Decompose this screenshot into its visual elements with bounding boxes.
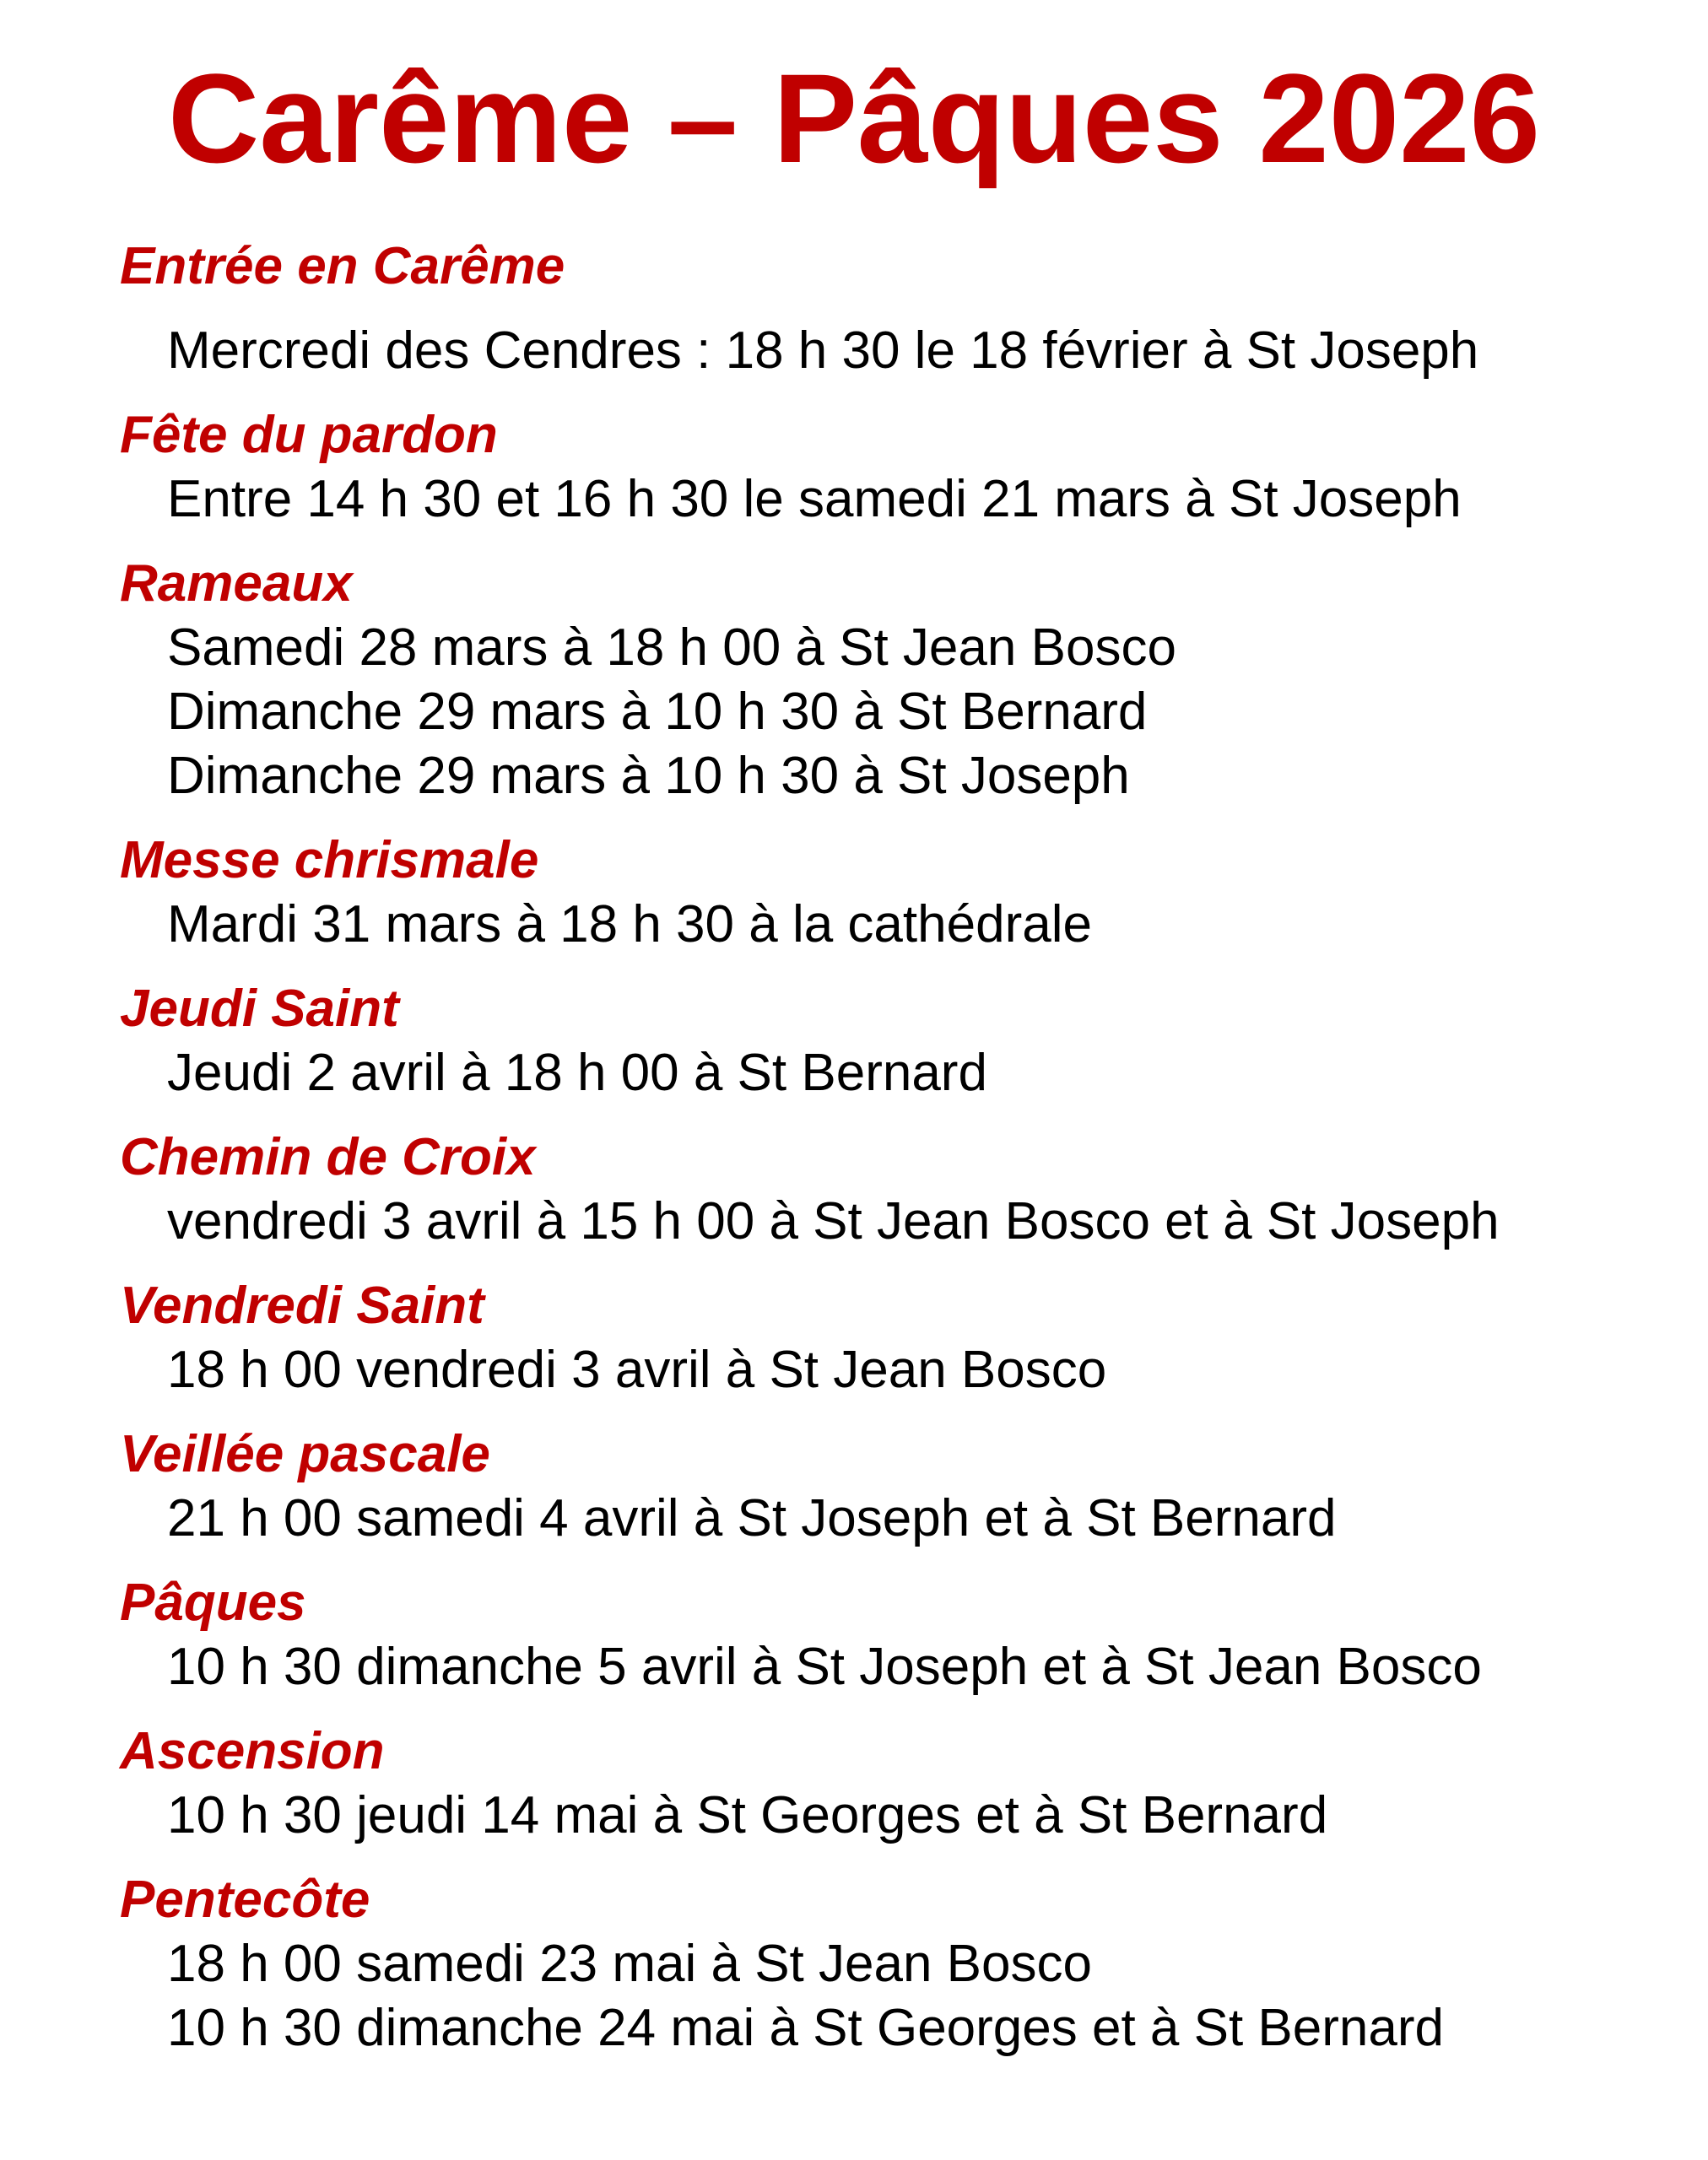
event-line: Dimanche 29 mars à 10 h 30 à St Bernard (167, 683, 1148, 741)
event-heading: Pentecôte (120, 1871, 370, 1929)
event-heading: Jeudi Saint (120, 980, 399, 1038)
page-title: Carême – Pâques 2026 (167, 47, 1541, 189)
event-vendredi-saint (120, 1274, 1689, 1402)
event-rameaux (120, 552, 1689, 808)
event-line: 10 h 30 dimanche 24 mai à St Georges et à St Bernard (167, 1999, 1445, 2057)
event-ascension (120, 1720, 1689, 1848)
event-heading: Entrée en Carême (120, 237, 565, 295)
event-line: 18 h 00 vendredi 3 avril à St Jean Bosco (167, 1341, 1107, 1399)
event-line: vendredi 3 avril à 15 h 00 à St Jean Bosco et à St Joseph (167, 1192, 1500, 1250)
event-entree-en-careme (120, 235, 1689, 383)
event-line: Entre 14 h 30 et 16 h 30 le samedi 21 mars à St Joseph (167, 470, 1462, 528)
event-heading: Pâques (120, 1574, 306, 1632)
event-fete-du-pardon (120, 403, 1689, 532)
event-line: Mercredi des Cendres : 18 h 30 le 18 février à St Joseph (167, 321, 1479, 380)
event-line: 10 h 30 jeudi 14 mai à St Georges et à St Bernard (167, 1786, 1328, 1844)
event-heading: Messe chrismale (120, 831, 539, 889)
event-list (120, 235, 1689, 2060)
event-jeudi-saint (120, 977, 1689, 1105)
event-line: Samedi 28 mars à 18 h 00 à St Jean Bosco (167, 618, 1176, 677)
event-heading: Ascension (120, 1722, 385, 1780)
event-messe-chrismale (120, 829, 1689, 957)
event-line: 10 h 30 dimanche 5 avril à St Joseph et à St Jean Bosco (167, 1638, 1482, 1696)
event-pentecote (120, 1868, 1689, 2060)
event-heading: Fête du pardon (120, 406, 498, 464)
event-heading: Rameaux (120, 554, 353, 613)
event-line: Mardi 31 mars à 18 h 30 à la cathédrale (167, 895, 1092, 953)
event-line: 18 h 00 samedi 23 mai à St Jean Bosco (167, 1935, 1092, 1993)
event-chemin-de-croix (120, 1126, 1689, 1254)
event-line: Jeudi 2 avril à 18 h 00 à St Bernard (167, 1044, 987, 1102)
event-heading: Vendredi Saint (120, 1277, 484, 1335)
event-veillee-pascale (120, 1423, 1689, 1551)
event-line: 21 h 00 samedi 4 avril à St Joseph et à St Bernard (167, 1489, 1337, 1547)
event-paques (120, 1571, 1689, 1699)
event-heading: Chemin de Croix (120, 1128, 536, 1186)
event-heading: Veillée pascale (120, 1425, 490, 1483)
event-line: Dimanche 29 mars à 10 h 30 à St Joseph (167, 747, 1130, 805)
